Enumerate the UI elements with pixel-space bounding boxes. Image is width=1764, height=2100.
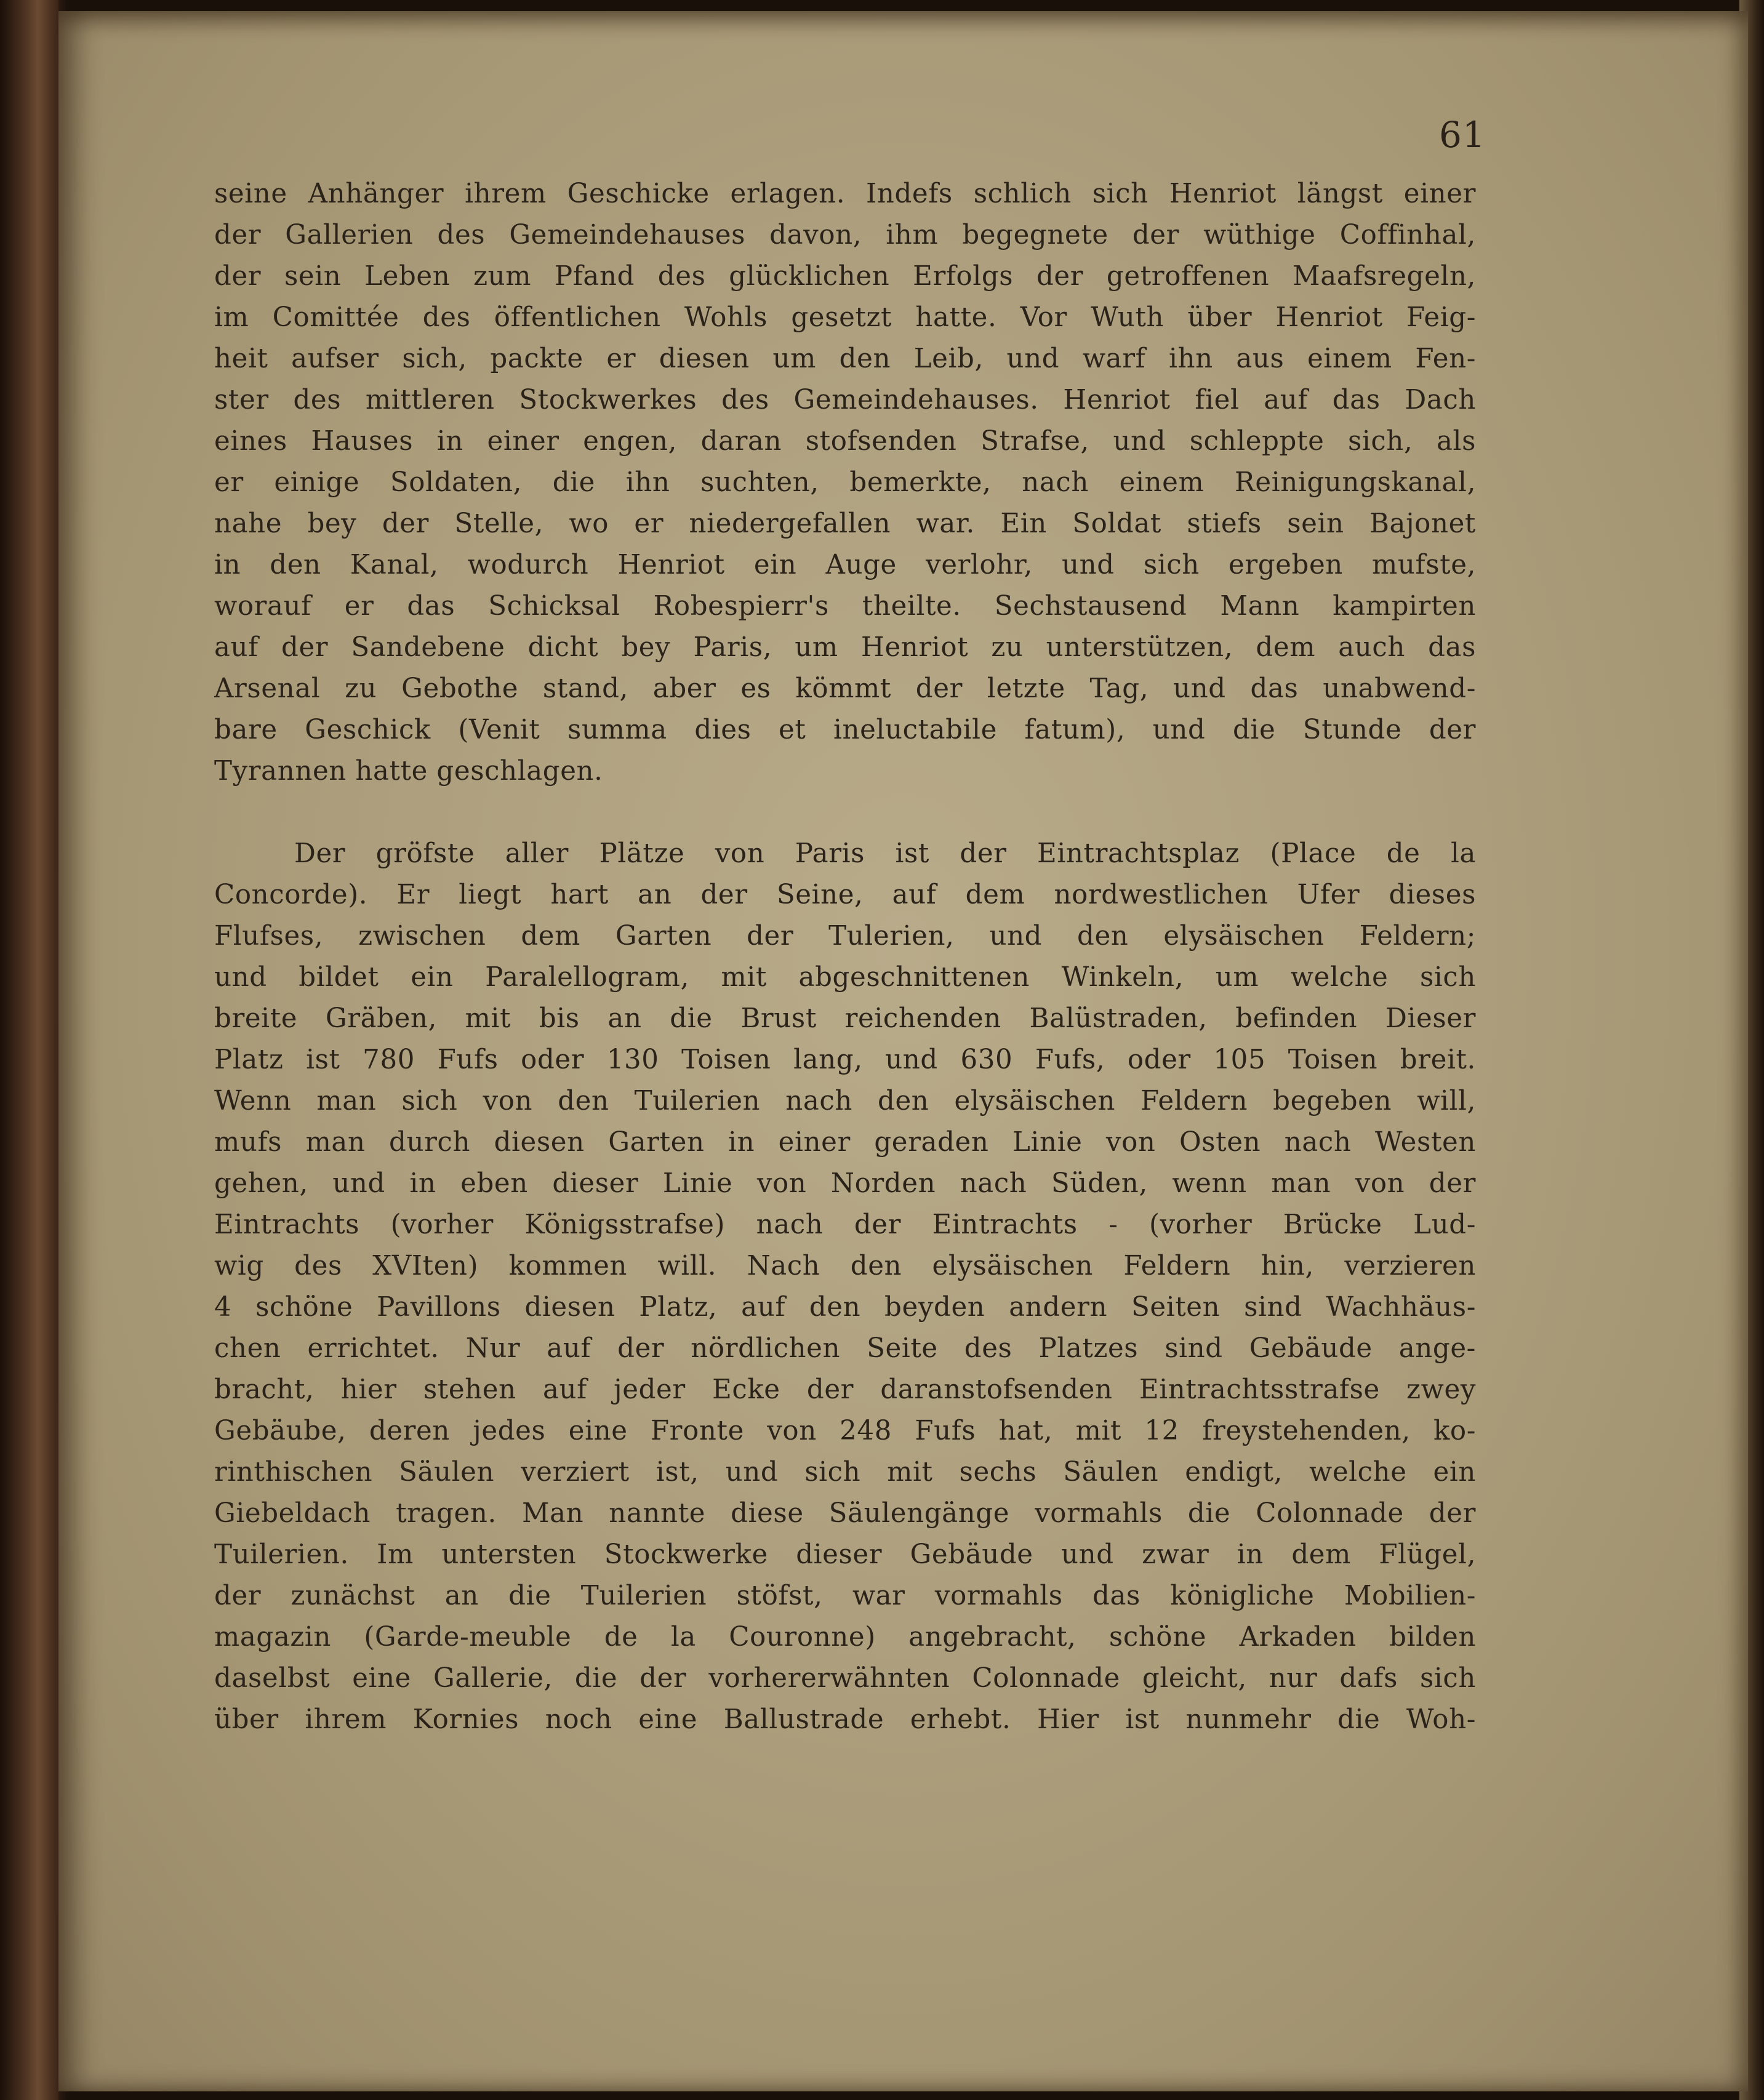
text-line: Platz ist 780 Fufs oder 130 Toisen lang, und 630 Fufs, oder 105 Toisen breit. [214, 1044, 1476, 1075]
text-line: mufs man durch diesen Garten in einer geraden Linie von Osten nach Westen [214, 1127, 1476, 1158]
text-line: Tyrannen hatte geschlagen. [214, 756, 603, 787]
paragraph-1 [214, 174, 1476, 792]
text-line: heit aufser sich, packte er diesen um den Leib, und warf ihn aus einem Fen- [214, 343, 1476, 374]
text-line: und bildet ein Paralellogram, mit abgeschnittenen Winkeln, um welche sich [214, 962, 1476, 993]
text-line: Der gröfste aller Plätze von Paris ist der Eintrachtsplaz (Place de la [294, 838, 1476, 869]
text-line: über ihrem Kornies noch eine Ballustrade erhebt. Hier ist nunmehr die Woh- [214, 1704, 1476, 1735]
text-line: der zunächst an die Tuilerien stöfst, war vormahls das königliche Mobilien- [214, 1581, 1476, 1611]
text-line: 4 schöne Pavillons diesen Platz, auf den beyden andern Seiten sind Wachhäus- [214, 1292, 1476, 1323]
text-line: ster des mittleren Stockwerkes des Gemeindehauses. Henriot fiel auf das Dach [214, 385, 1476, 415]
text-line: Concorde). Er liegt hart an der Seine, auf dem nordwestlichen Ufer dieses [214, 880, 1476, 910]
text-line: daselbst eine Gallerie, die der vorhererwähnten Colonnade gleicht, nur dafs sich [214, 1663, 1476, 1694]
text-line: im Comittée des öffentlichen Wohls gesetzt hatte. Vor Wuth über Henriot Feig- [214, 302, 1476, 333]
text-line: Flufses, zwischen dem Garten der Tulerien, und den elysäischen Feldern; [214, 921, 1476, 952]
text-line: breite Gräben, mit bis an die Brust reichenden Balüstraden, befinden Dieser [214, 1003, 1476, 1034]
text-line: er einige Soldaten, die ihn suchten, bemerkte, nach einem Reinigungskanal, [214, 467, 1476, 498]
text-line: eines Hauses in einer engen, daran stofsenden Strafse, und schleppte sich, als [214, 426, 1476, 457]
text-line: Arsenal zu Gebothe stand, aber es kömmt der letzte Tag, und das unabwend- [214, 673, 1476, 704]
text-line: bracht, hier stehen auf jeder Ecke der daranstofsenden Eintrachtsstrafse zwey [214, 1374, 1476, 1405]
text-line: in den Kanal, wodurch Henriot ein Auge verlohr, und sich ergeben mufste, [214, 550, 1476, 580]
text-line: Gebäube, deren jedes eine Fronte von 248 Fufs hat, mit 12 freystehenden, ko- [214, 1416, 1476, 1446]
book-binding [0, 0, 58, 2100]
text-line: Tuilerien. Im untersten Stockwerke dieser Gebäude und zwar in dem Flügel, [214, 1539, 1476, 1570]
text-line: seine Anhänger ihrem Geschicke erlagen. Indefs schlich sich Henriot längst einer [214, 178, 1476, 209]
text-line: magazin (Garde-meuble de la Couronne) angebracht, schöne Arkaden bilden [214, 1622, 1476, 1653]
text-line: der sein Leben zum Pfand des glücklichen Erfolgs der getroffenen Maafsregeln, [214, 261, 1476, 292]
text-line: Eintrachts (vorher Königsstrafse) nach der Eintrachts - (vorher Brücke Lud- [214, 1209, 1476, 1240]
text-line: nahe bey der Stelle, wo er niedergefallen war. Ein Soldat stiefs sein Bajonet [214, 508, 1476, 539]
text-line: Wenn man sich von den Tuilerien nach den elysäischen Feldern begeben will, [214, 1086, 1476, 1116]
text-line: gehen, und in eben dieser Linie von Norden nach Süden, wenn man von der [214, 1168, 1476, 1199]
paragraph-2 [214, 833, 1476, 1741]
paragraph-gap [214, 792, 1476, 833]
text-line: der Gallerien des Gemeindehauses davon, ihm begegnete der wüthige Coffinhal, [214, 220, 1476, 250]
text-line: rinthischen Säulen verziert ist, und sich mit sechs Säulen endigt, welche ein [214, 1457, 1476, 1488]
text-line: Giebeldach tragen. Man nannte diese Säulengänge vormahls die Colonnade der [214, 1498, 1476, 1529]
text-line: wig des XVIten) kommen will. Nach den elysäischen Feldern hin, verzieren [214, 1251, 1476, 1281]
text-line: chen errichtet. Nur auf der nördlichen Seite des Platzes sind Gebäude ange- [214, 1333, 1476, 1364]
body-text [214, 174, 1476, 1741]
text-line: bare Geschick (Venit summa dies et ineluctabile fatum), und die Stunde der [214, 715, 1476, 745]
text-line: worauf er das Schicksal Robespierr's theilte. Sechstausend Mann kampirten [214, 591, 1476, 622]
text-line: auf der Sandebene dicht bey Paris, um Henriot zu unterstützen, dem auch das [214, 632, 1476, 663]
page-number: 61 [1439, 114, 1486, 156]
